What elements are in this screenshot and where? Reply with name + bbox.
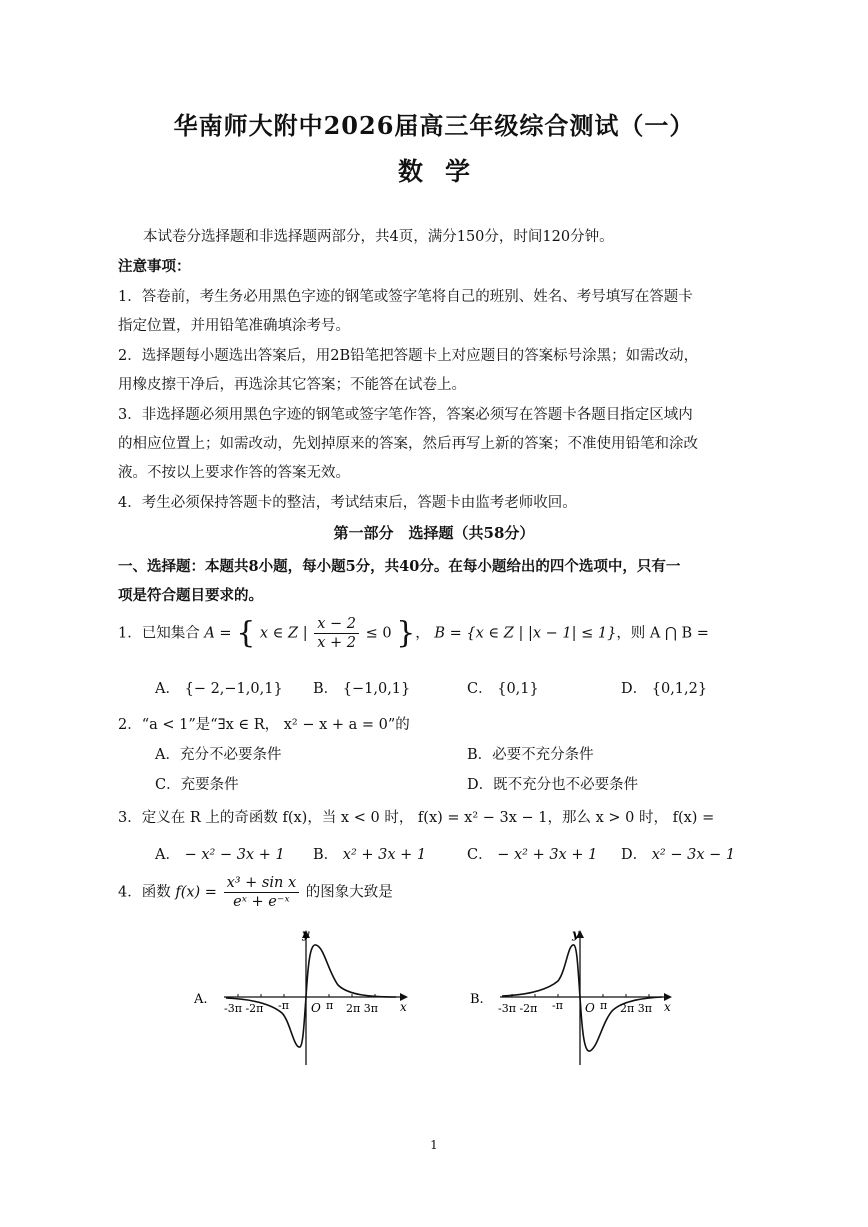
q4-prefix: 4．函数 (118, 884, 171, 901)
q3-option-a (155, 843, 285, 864)
question-3-stem: 3．定义在 R 上的奇函数 f(x)，当 x < 0 时， f(x) = x² − 3x − 1，那么 x > 0 时， f(x) = (118, 810, 715, 826)
notice-item-3-line3: 液。不按以上要求作答的答案无效。 (118, 465, 350, 481)
q4-frac-den: eˣ + e⁻ˣ (233, 894, 290, 910)
q3-option-b-value: x² + 3x + 1 (342, 847, 427, 863)
notice-item-4-line1: 4．考生必须保持答题卡的整洁，考试结束后，答题卡由监考老师收回。 (118, 495, 577, 511)
q4-graph-a-svg (190, 925, 420, 1070)
graph-a-tick-neg-pi: -π (278, 999, 289, 1012)
graph-a-y-label: y (302, 927, 309, 941)
graph-b-y-label: y (572, 927, 579, 941)
q1-set-a-lhs: A = (204, 625, 232, 642)
notice-item-1-line2: 指定位置，并用铅笔准确填涂考号。 (118, 318, 350, 334)
q3-option-c-value: − x² + 3x + 1 (497, 847, 598, 863)
q1-option-a-label: A． (155, 681, 180, 697)
q2-option-d (467, 773, 638, 794)
q1-option-c-value: {0,1} (497, 681, 539, 697)
q1-fraction (314, 615, 359, 652)
page-number: 1 (430, 1138, 438, 1152)
q1-option-d-label: D． (621, 681, 648, 697)
q1-prefix: 1．已知集合 (118, 625, 200, 642)
graph-a-option-label: A. (194, 992, 208, 1007)
q2-option-d-value: 既不充分也不必要条件 (493, 777, 639, 793)
question-2-stem: 2．“a < 1”是“∃x ∈ R， x² − x + a = 0”的 (118, 717, 410, 733)
q3-option-a-label: A． (155, 847, 180, 863)
q1-frac-den: x + 2 (317, 635, 356, 651)
q4-graph-b (466, 925, 696, 1070)
q3-option-b-label: B． (313, 847, 339, 863)
graph-a-origin-label: O (311, 1001, 321, 1015)
notice-item-2-line2: 用橡皮擦干净后，再选涂其它答案；不能答在试卷上。 (118, 377, 466, 393)
q1-option-d-value: {0,1,2} (651, 681, 708, 697)
notice-item-1-line1: 1．答卷前，考生务必用黑色字迹的钢笔或签字笔将自己的班别、姓名、考号填写在答题卡 (118, 289, 693, 305)
graph-b-x-label: x (664, 1000, 671, 1014)
q3-option-d-value: x² − 3x − 1 (651, 847, 736, 863)
graph-a-tick-pi: π (326, 999, 334, 1012)
q1-option-b-label: B． (313, 681, 339, 697)
q3-option-a-value: − x² − 3x + 1 (184, 847, 285, 863)
q4-suffix: 的图象大致是 (305, 884, 393, 901)
question-4-stem (118, 874, 393, 911)
part1-heading: 第一部分 选择题（共58分） (333, 524, 535, 542)
q2-option-a (155, 743, 281, 764)
notice-item-3-line1: 3．非选择题必须用黑色字迹的钢笔或签字笔作答，答案必须写在答题卡各题目指定区域内 (118, 407, 693, 423)
intro-text: 本试卷分选择题和非选择题两部分，共4页，满分150分，时间120分钟。 (143, 229, 614, 245)
q4-graph-b-svg (466, 925, 696, 1070)
q2-option-c-label: C． (155, 777, 181, 793)
q4-lhs: f(x) = (175, 884, 217, 901)
q4-fraction (224, 874, 300, 911)
graph-b-tick-pi: π (600, 999, 608, 1012)
q3-option-c (467, 843, 597, 864)
q2-option-c (155, 773, 239, 794)
q4-frac-num: x³ + sin x (224, 874, 300, 893)
graph-b-ticks-right: 2π 3π (620, 1002, 652, 1015)
q2-option-a-label: A． (155, 747, 180, 763)
part1-instruction-line2: 项是符合题目要求的。 (118, 587, 263, 604)
q1-option-c-label: C． (467, 681, 493, 697)
q1-option-b-value: {−1,0,1} (342, 681, 411, 697)
q1-set-b: B = {x ∈ Z | |x − 1| ≤ 1} (434, 625, 617, 642)
graph-a-ticks-right: 2π 3π (346, 1002, 378, 1015)
notice-heading: 注意事项： (118, 258, 191, 275)
q2-option-b-value: 必要不充分条件 (492, 747, 594, 763)
graph-b-curve (502, 945, 662, 1051)
q3-option-b (313, 843, 426, 864)
q3-option-d-label: D． (621, 847, 648, 863)
notice-item-2-line1: 2．选择题每小题选出答案后，用2B铅笔把答题卡上对应题目的答案标号涂黑；如需改动， (118, 348, 699, 364)
graph-b-ticks-left: -3π -2π (498, 1002, 538, 1015)
notice-item-3-line2: 的相应位置上；如需改动，先划掉原来的答案，然后再写上新的答案；不准使用铅笔和涂改 (118, 436, 698, 452)
graph-b-option-label: B. (470, 992, 484, 1007)
q1-option-c (467, 677, 539, 698)
question-1-stem (118, 615, 709, 652)
q1-frac-num: x − 2 (314, 615, 359, 634)
q3-option-c-label: C． (467, 847, 493, 863)
q1-ask: ，则 A ⋂ B = (616, 625, 709, 642)
q1-sep: ， (415, 625, 430, 642)
q1-brace-right: } (396, 615, 416, 651)
graph-b-tick-neg-pi: -π (552, 999, 563, 1012)
q2-option-d-label: D． (467, 777, 494, 793)
q2-option-c-value: 充要条件 (180, 777, 239, 793)
q2-option-b-label: B． (467, 747, 493, 763)
exam-title: 华南师大附中2026届高三年级综合测试（一） (173, 111, 695, 140)
graph-b-origin-label: O (585, 1001, 595, 1015)
q1-brace-left: { (236, 615, 256, 651)
graph-a-x-label: x (400, 1000, 407, 1014)
q1-option-a-value: {− 2,−1,0,1} (184, 681, 283, 697)
graph-a-curve (226, 945, 396, 1047)
q1-set-a-cond: x ∈ Z | (259, 625, 308, 642)
q1-option-d (621, 677, 707, 698)
q4-graph-a (190, 925, 420, 1070)
q1-option-b (313, 677, 410, 698)
q2-option-b (467, 743, 594, 764)
q1-set-a-rel: ≤ 0 (365, 625, 392, 642)
q1-option-a (155, 677, 283, 698)
graph-a-ticks-left: -3π -2π (224, 1002, 264, 1015)
part1-instruction-line1: 一、选择题：本题共8小题，每小题5分，共40分。在每小题给出的四个选项中，只有一 (118, 558, 681, 575)
q3-option-d (621, 843, 735, 864)
q2-option-a-value: 充分不必要条件 (179, 747, 282, 763)
subject-title: 数学 (397, 157, 492, 186)
